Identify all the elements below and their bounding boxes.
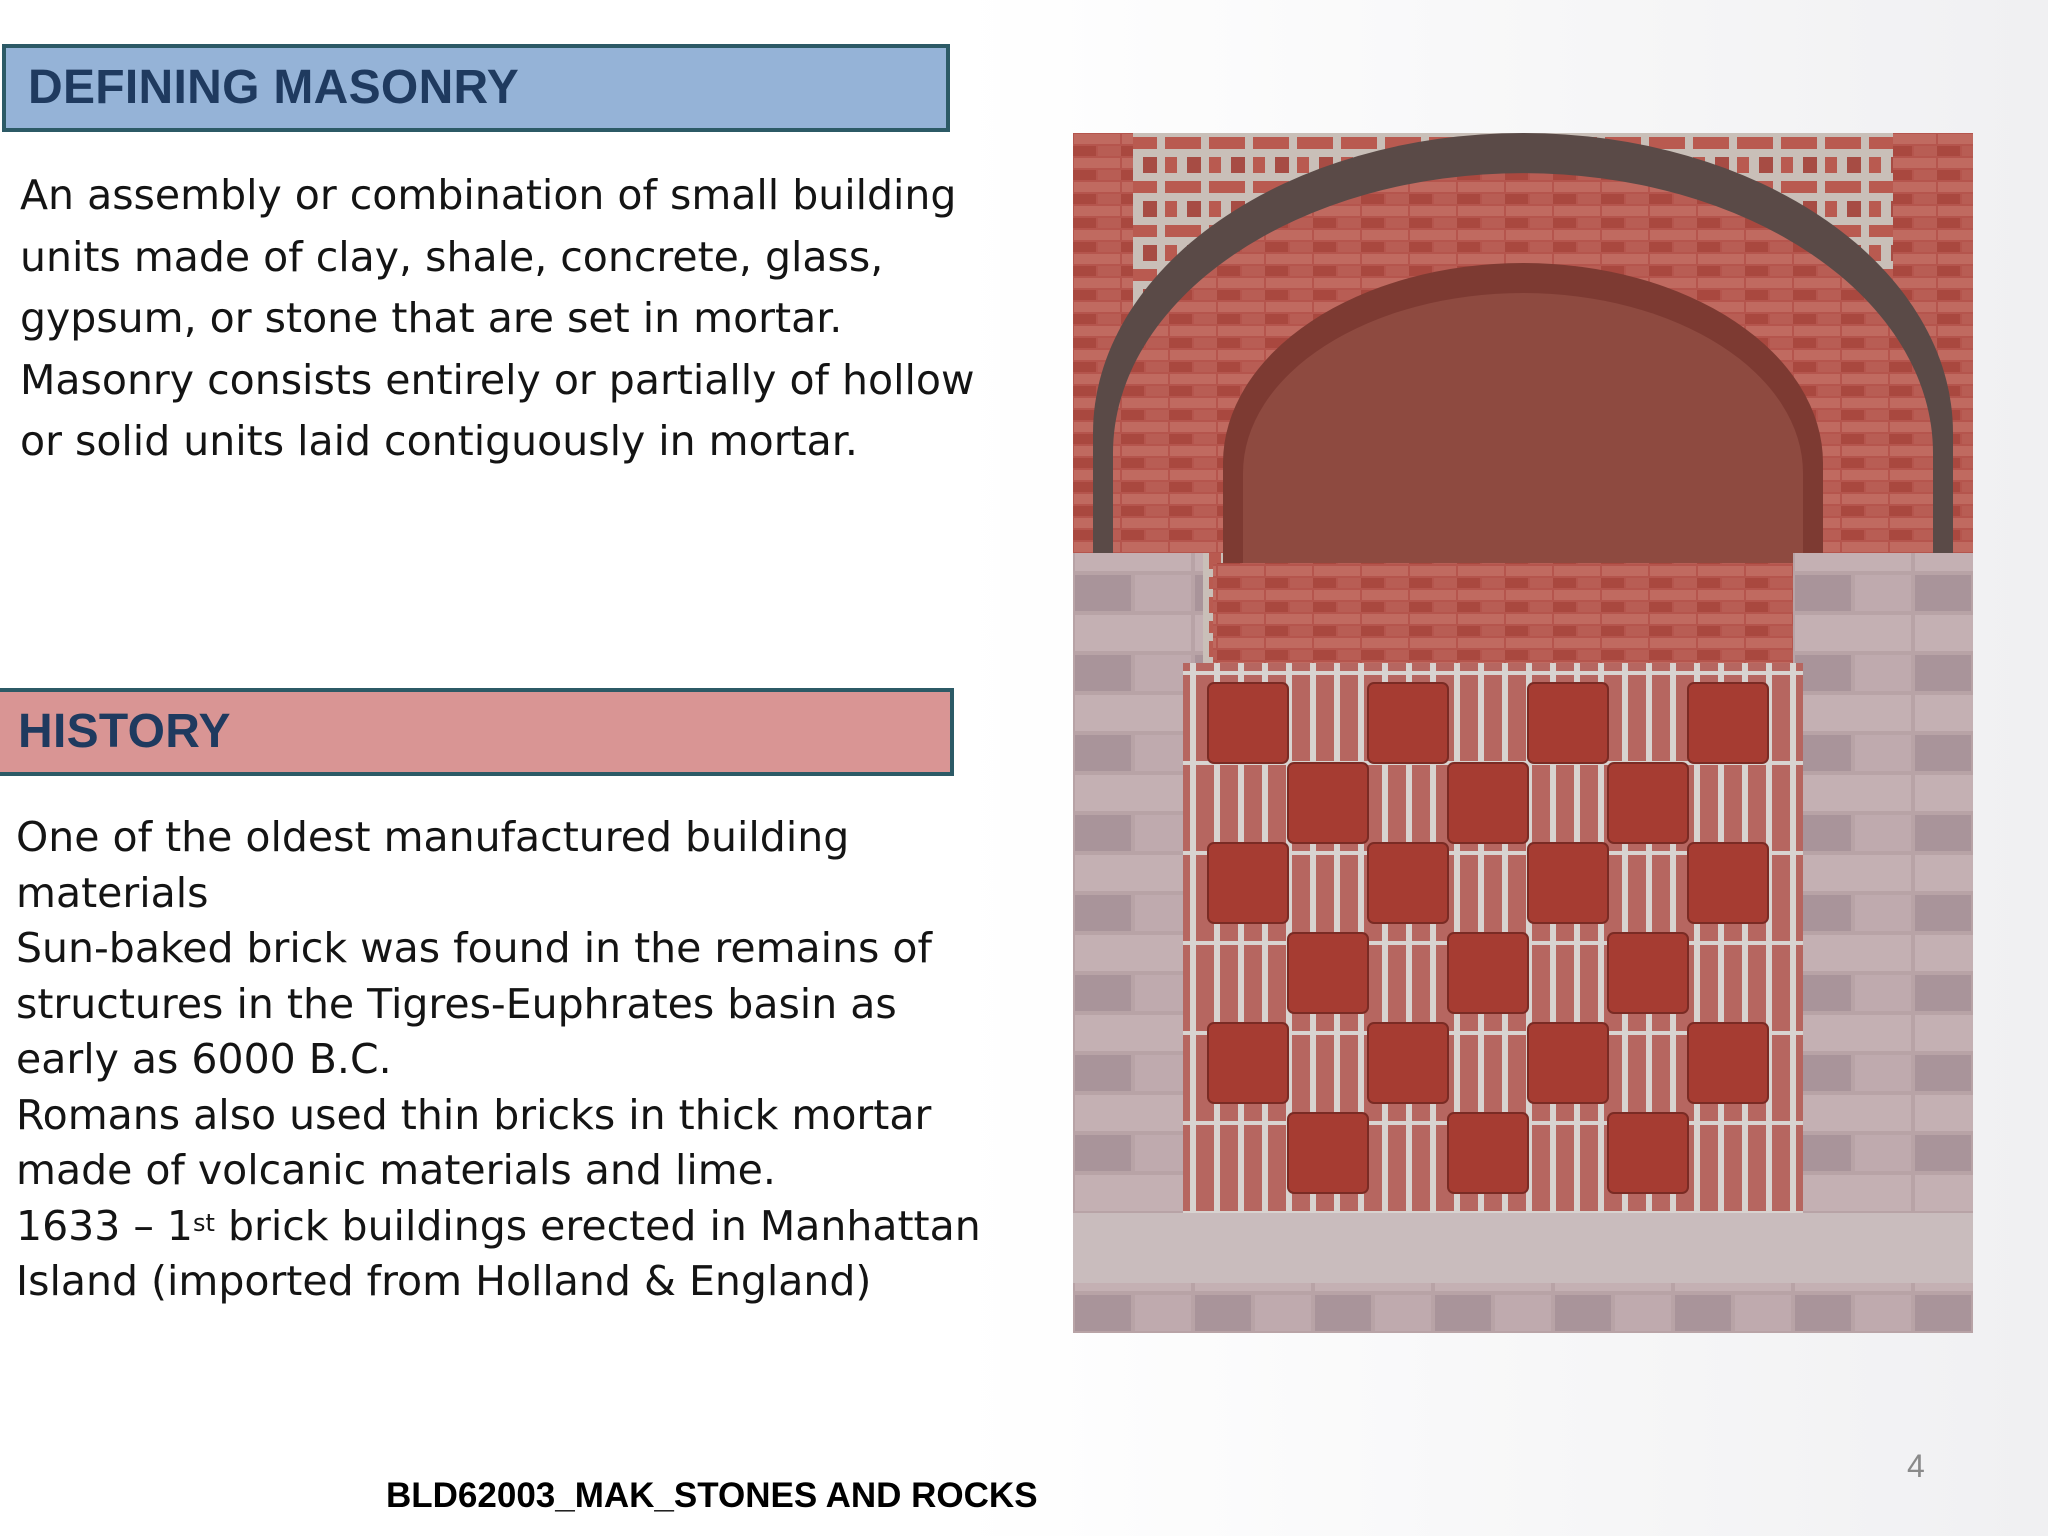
history-line: Sun-baked brick was found in the remains of xyxy=(16,924,932,972)
history-1633-prefix: 1633 – 1 xyxy=(16,1201,193,1250)
history-line: One of the oldest manufactured building xyxy=(16,813,850,861)
defining-masonry-title: DEFINING MASONRY xyxy=(28,61,520,114)
history-line: Romans also used thin bricks in thick mortar xyxy=(16,1090,932,1139)
definition-line: An assembly or combination of small building xyxy=(20,171,957,219)
history-line: made of volcanic materials and lime. xyxy=(16,1146,776,1194)
history-line: early as 6000 B.C. xyxy=(16,1035,392,1083)
history-title: HISTORY xyxy=(18,705,231,758)
brick-arch-photo xyxy=(1073,133,1973,1333)
history-heading-box xyxy=(0,688,954,776)
history-line: Island (imported from Holland & England) xyxy=(16,1257,872,1305)
ordinal-superscript: st xyxy=(193,1208,215,1237)
course-footer: BLD62003_MAK_STONES AND ROCKS xyxy=(386,1476,1038,1515)
history-line-1633 xyxy=(16,1199,1016,1255)
defining-masonry-body xyxy=(20,165,1020,473)
defining-masonry-heading-box xyxy=(2,44,950,132)
definition-line: units made of clay, shale, concrete, glass, xyxy=(20,232,884,281)
definition-line: gypsum, or stone that are set in mortar. xyxy=(20,294,843,342)
history-1633-suffix: brick buildings erected in Manhattan xyxy=(214,1201,981,1250)
definition-line: Masonry consists entirely or partially of hollow xyxy=(20,355,975,404)
history-body xyxy=(16,810,1016,1310)
page-number: 4 xyxy=(1907,1448,1925,1484)
history-line: materials xyxy=(16,868,209,917)
definition-line: or solid units laid contiguously in mortar. xyxy=(20,417,858,465)
history-line: structures in the Tigres-Euphrates basin as xyxy=(16,979,897,1028)
